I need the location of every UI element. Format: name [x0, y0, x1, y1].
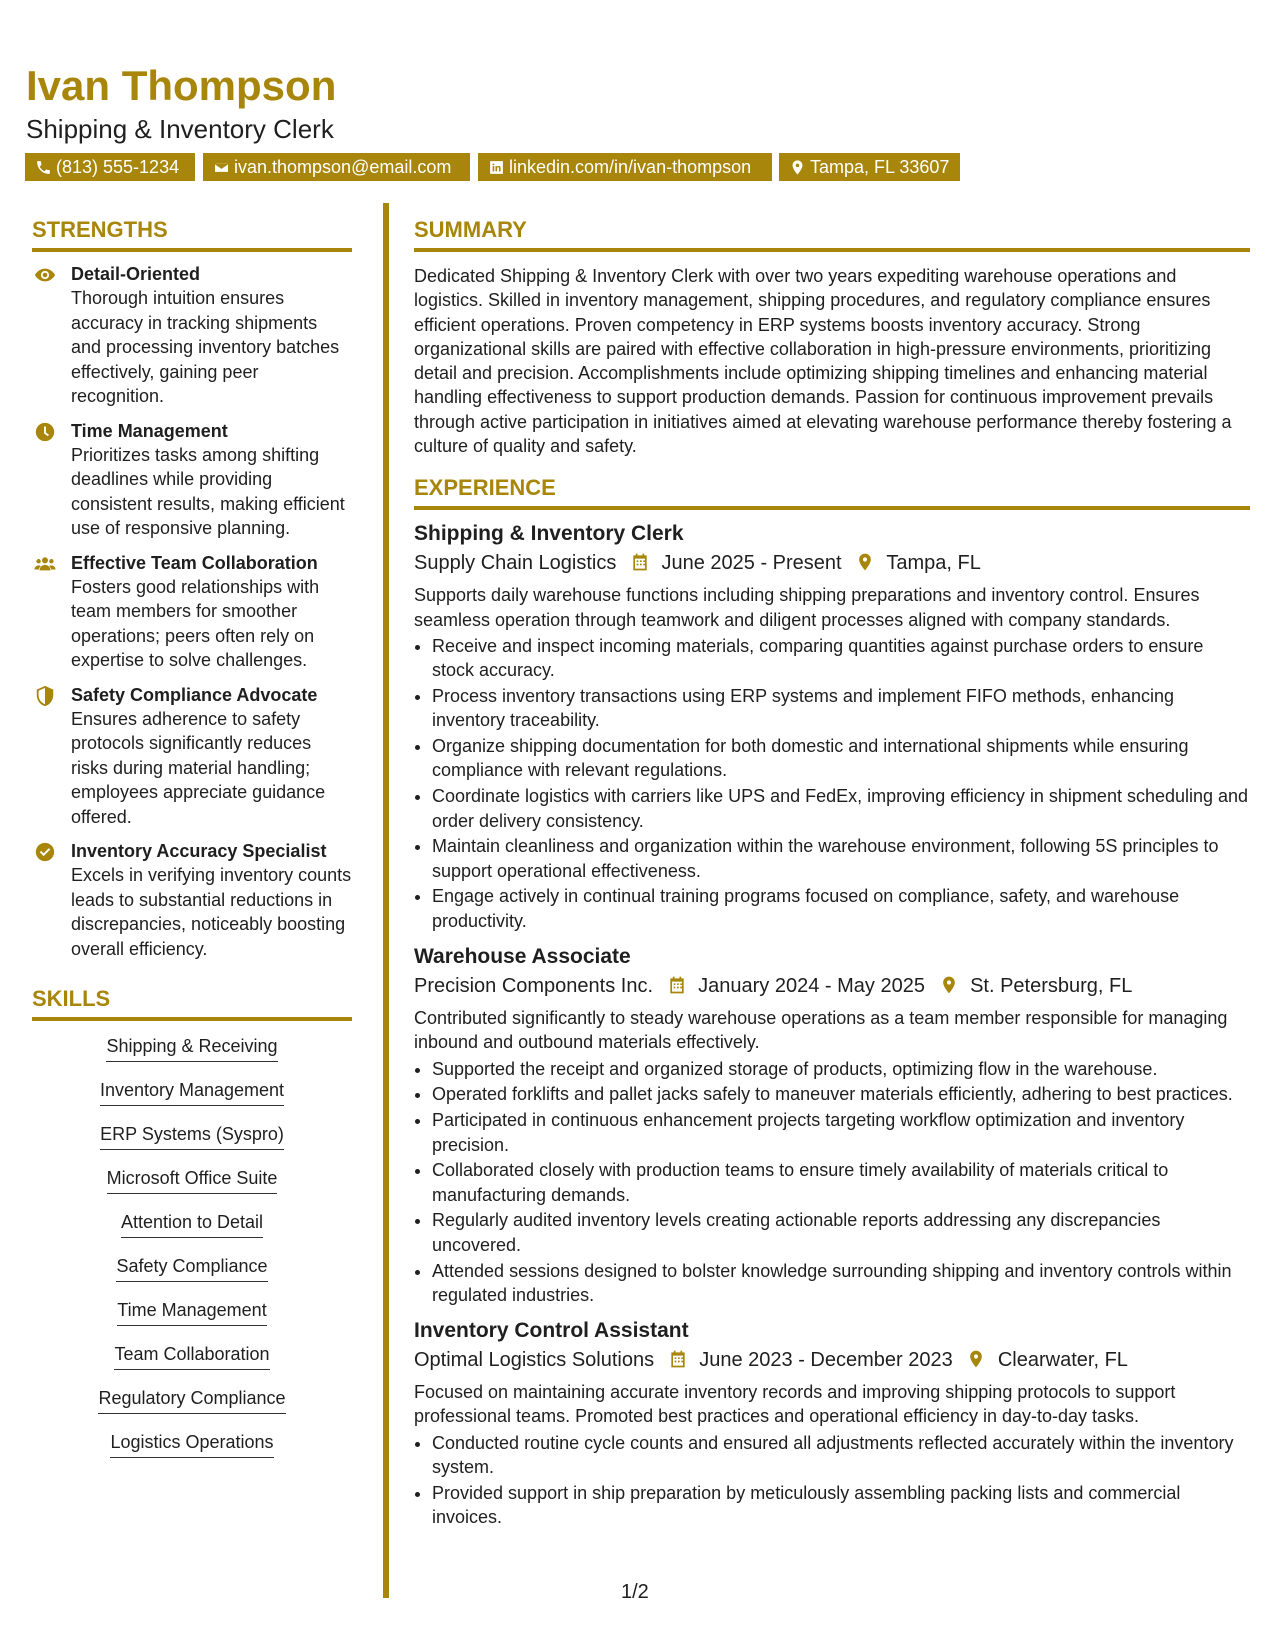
skill-item: Attention to Detail: [121, 1211, 263, 1238]
check-circle-icon: [34, 841, 56, 863]
skill-item: Microsoft Office Suite: [107, 1167, 278, 1194]
contact-email-text: ivan.thompson@email.com: [234, 157, 452, 177]
job-bullet: • Regularly audited inventory levels creating actionable reports addressing any discrepancies uncovered.: [432, 1208, 1250, 1257]
skills-section: [32, 985, 352, 1475]
job-description: Contributed significantly to steady warehouse operations as a team member responsible for managing inbound and outbound materials effectively.: [414, 1008, 1228, 1053]
summary-heading: SUMMARY: [414, 216, 1250, 252]
job-bullet: • Maintain cleanliness and organization within the warehouse environment, following 5S principles to support operational effectiveness.: [432, 834, 1250, 883]
job-dates: June 2025 - Present: [661, 552, 842, 575]
strength-desc: Thorough intuition ensures accuracy in tracking shipments and processing inventory batches effectively, gaining peer recognition.: [71, 288, 340, 406]
strength-title: Safety Compliance Advocate: [71, 684, 318, 705]
right-column: [414, 216, 1250, 1531]
phone-icon: [35, 159, 52, 176]
job-bullets: [414, 634, 1250, 933]
strength-title: Time Management: [71, 420, 228, 441]
job-bullet: • Operated forklifts and pallet jacks safely to maneuver materials efficiently, adhering to best practices.: [432, 1082, 1250, 1106]
summary-section: [414, 216, 1250, 458]
map-pin-icon: [855, 552, 875, 572]
calendar-icon: [667, 975, 687, 995]
job-title: Inventory Control Assistant: [414, 1319, 689, 1343]
job-bullet: • Attended sessions designed to bolster knowledge surrounding shipping and inventory controls within regulated industries.: [432, 1259, 1250, 1308]
job-title: Warehouse Associate: [414, 945, 631, 969]
job-entry: [414, 943, 1250, 1307]
strength-item: [32, 683, 352, 830]
strength-item: [32, 262, 352, 409]
skill-item: Team Collaboration: [114, 1343, 269, 1370]
strength-desc: Fosters good relationships with team members for smoother operations; peers often rely on expertise to solve challenges.: [71, 576, 320, 670]
skill-item: Time Management: [117, 1299, 266, 1326]
job-company: Optimal Logistics Solutions: [414, 1349, 655, 1372]
job-description: Supports daily warehouse functions including shipping preparations and inventory control. Ensures seamless operation through teamwork and diligent processes aligned with company standards.: [414, 585, 1200, 630]
job-bullet: • Receive and inspect incoming materials, comparing quantities against purchase orders to ensure stock accuracy.: [432, 634, 1250, 683]
contact-location-text: Tampa, FL 33607: [810, 157, 950, 177]
calendar-icon: [668, 1349, 688, 1369]
map-pin-icon: [966, 1349, 986, 1369]
eye-icon: [34, 264, 56, 286]
job-meta: [414, 972, 1250, 1000]
resume-header: [26, 62, 1256, 144]
job-location: Tampa, FL: [886, 552, 981, 575]
skill-item: ERP Systems (Syspro): [100, 1123, 284, 1150]
candidate-title: Shipping & Inventory Clerk: [26, 114, 334, 144]
skill-item: Logistics Operations: [110, 1431, 273, 1458]
job-bullet: • Participated in continuous enhancement projects targeting workflow optimization and inventory precision.: [432, 1108, 1250, 1157]
candidate-name: Ivan Thompson: [26, 62, 337, 109]
skills-list: [32, 1035, 352, 1475]
job-bullet: • Supported the receipt and organized storage of products, optimizing flow in the warehouse.: [432, 1057, 1250, 1081]
strength-title: Effective Team Collaboration: [71, 552, 318, 573]
linkedin-icon: [488, 159, 505, 176]
strength-item: [32, 839, 352, 961]
contact-email[interactable]: [203, 153, 470, 181]
job-description: Focused on maintaining accurate inventory records and improving shipping protocols to support professional teams. Promoted best practices and operational efficiency in day-to-day tasks.: [414, 1382, 1176, 1427]
strengths-section: [32, 216, 352, 961]
contact-phone[interactable]: [25, 153, 195, 181]
strength-item: [32, 419, 352, 541]
job-bullet: • Engage actively in continual training programs focused on compliance, safety, and warehouse productivity.: [432, 884, 1250, 933]
strength-title: Detail-Oriented: [71, 264, 201, 284]
skill-item: Inventory Management: [100, 1079, 284, 1106]
map-pin-icon: [789, 159, 806, 176]
job-entry: [414, 520, 1250, 933]
contact-linkedin[interactable]: [478, 153, 772, 181]
job-dates: June 2023 - December 2023: [699, 1349, 953, 1372]
map-pin-icon: [939, 975, 959, 995]
job-company: Precision Components Inc.: [414, 975, 654, 998]
strength-desc: Ensures adherence to safety protocols significantly reduces risks during material handling; employees appreciate guidance offered.: [71, 708, 326, 827]
summary-text: Dedicated Shipping & Inventory Clerk with over two years expediting warehouse operations and logistics. Skilled in inventory management, shipping procedures, and regulatory compliance ensures efficient operations. Proven competency in ERP systems boosts inventory accuracy. Strong organizational skills are paired with effective collaboration in high-pressure environments, prioritizing detail and precision. Accomplishments include optimizing shipping timelines and enhancing material handling effectiveness to support production demands. Passion for continuous improvement prevails through active participation in initiatives aimed at elevating warehouse performance thereby fostering a culture of quality and safety.: [414, 266, 1232, 457]
contact-linkedin-text: linkedin.com/in/ivan-thompson: [509, 157, 752, 177]
envelope-icon: [213, 159, 230, 176]
job-company: Supply Chain Logistics: [414, 552, 617, 575]
job-bullet: • Organize shipping documentation for both domestic and international shipments while ensuring compliance with relevant regulations.: [432, 734, 1250, 783]
skill-item: Shipping & Receiving: [106, 1035, 277, 1062]
job-meta: [414, 1346, 1250, 1374]
strength-item: [32, 551, 352, 673]
job-bullets: [414, 1431, 1250, 1530]
strength-desc: Excels in verifying inventory counts leads to substantial reductions in discrepancies, noticeably boosting overall efficiency.: [71, 865, 352, 959]
shield-icon: [34, 685, 56, 707]
experience-section: [414, 474, 1250, 1529]
job-bullet: • Provided support in ship preparation by meticulously assembling packing lists and commercial invoices.: [432, 1481, 1250, 1530]
clock-icon: [34, 421, 56, 443]
job-dates: January 2024 - May 2025: [698, 975, 925, 998]
job-bullet: • Conducted routine cycle counts and ensured all adjustments reflected accurately within the inventory system.: [432, 1431, 1250, 1480]
job-location: St. Petersburg, FL: [970, 975, 1133, 998]
job-bullet: • Process inventory transactions using ERP systems and implement FIFO methods, enhancing inventory traceability.: [432, 684, 1250, 733]
job-entry: [414, 1317, 1250, 1529]
job-bullet: • Collaborated closely with production teams to ensure timely availability of materials critical to manufacturing demands.: [432, 1158, 1250, 1207]
experience-heading: EXPERIENCE: [414, 474, 1250, 510]
page-number: 1/2: [621, 1581, 649, 1603]
job-meta: [414, 549, 1250, 577]
column-divider: [383, 203, 389, 1598]
job-title: Shipping & Inventory Clerk: [414, 522, 684, 546]
skill-item: Regulatory Compliance: [98, 1387, 285, 1414]
job-bullet: • Coordinate logistics with carriers like UPS and FedEx, improving efficiency in shipment scheduling and order delivery consistency.: [432, 784, 1250, 833]
skill-item: Safety Compliance: [116, 1255, 267, 1282]
strength-title: Inventory Accuracy Specialist: [71, 841, 327, 861]
job-location: Clearwater, FL: [997, 1349, 1128, 1372]
calendar-icon: [630, 552, 650, 572]
skills-heading: SKILLS: [32, 985, 352, 1021]
job-bullets: [414, 1057, 1250, 1307]
strength-desc: Prioritizes tasks among shifting deadlines while providing consistent results, making efficient use of responsive planning.: [71, 444, 345, 538]
left-column: [32, 216, 352, 1475]
users-icon: [34, 553, 56, 575]
strengths-heading: STRENGTHS: [32, 216, 352, 252]
contact-location[interactable]: [779, 153, 960, 181]
contact-phone-text: (813) 555-1234: [56, 157, 180, 177]
